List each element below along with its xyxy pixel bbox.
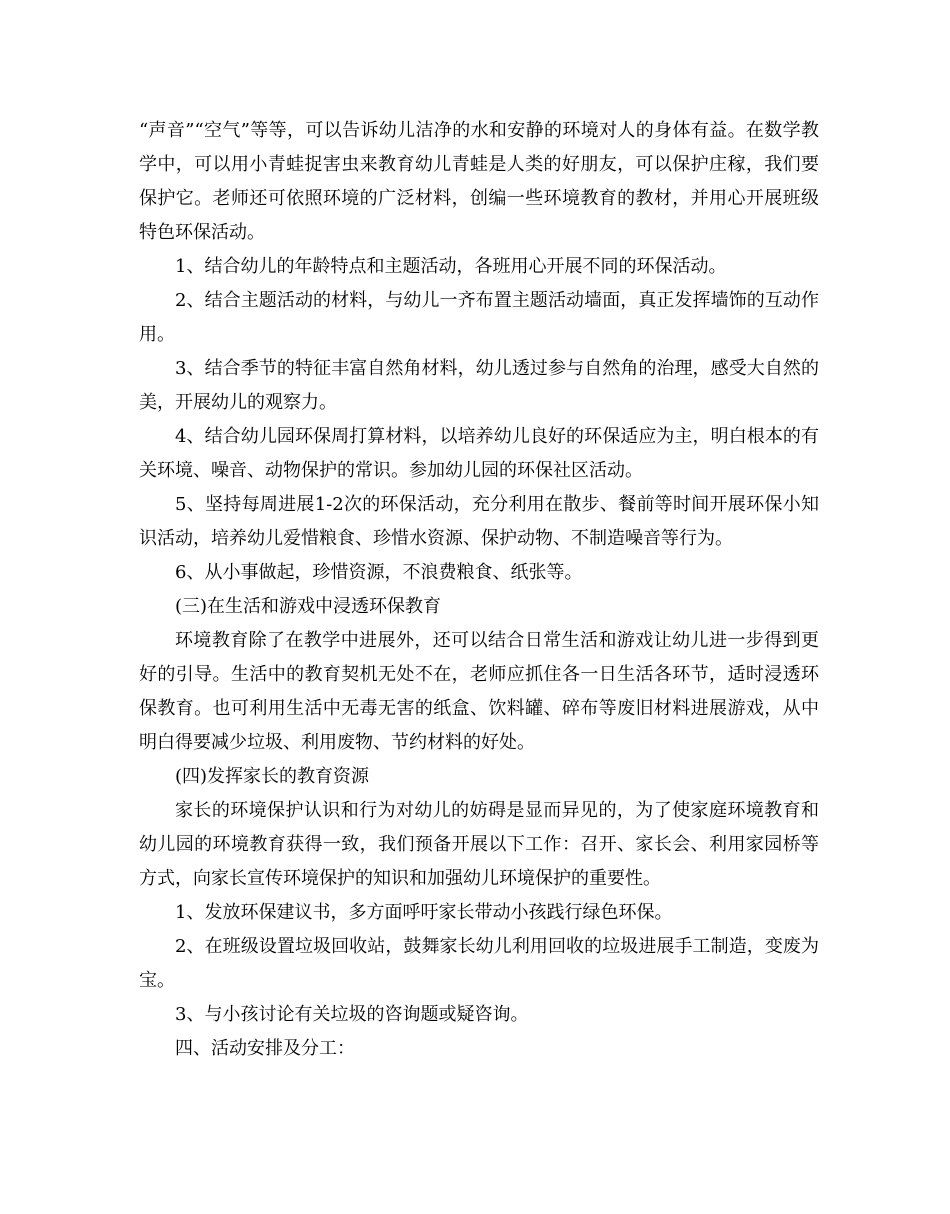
list-item-6: 6、从小事做起，珍惜资源，不浪费粮食、纸张等。 <box>175 562 583 583</box>
section-heading-4: (四)发挥家长的教育资源 <box>175 766 370 787</box>
document-page <box>139 114 819 1066</box>
list-item-1: 1、发放环保建议书，多方面呼吁家长带动小孩践行绿色环保。 <box>175 902 673 923</box>
list-item-2: 2、在班级设置垃圾回收站，鼓舞家长幼儿利用回收的垃圾进展手工制造，变废为宝。 <box>139 936 819 991</box>
list-item-2: 2、结合主题活动的材料，与幼儿一齐布置主题活动墙面，真正发挥墙饰的互动作用。 <box>139 290 819 345</box>
list-item-3: 3、与小孩讨论有关垃圾的咨询题或疑咨询。 <box>175 1004 529 1025</box>
body-paragraph: 环境教育除了在教学中进展外，还可以结合日常生活和游戏让幼儿进一步得到更好的引导。生活中的教育契机无处不在，老师应抓住各一日生活各环节，适时浸透环保教育。也可利用生活中无毒无害的纸盒、饮料罐、碎布等废旧材料进展游戏，从中明白得要减少垃圾、利用废物、节约材料的好处。 <box>139 630 819 753</box>
section-heading-schedule: 四、活动安排及分工： <box>175 1038 355 1059</box>
list-item-3: 3、结合季节的特征丰富自然角材料，幼儿透过参与自然角的治理，感受大自然的美，开展幼儿的观察力。 <box>139 358 819 413</box>
section-heading-3: (三)在生活和游戏中浸透环保教育 <box>175 596 442 617</box>
list-item-4: 4、结合幼儿园环保周打算材料，以培养幼儿良好的环保适应为主，明白根本的有关环境、噪音、动物保护的常识。参加幼儿园的环保社区活动。 <box>139 426 819 481</box>
body-paragraph: 家长的环境保护认识和行为对幼儿的妨碍是显而异见的，为了使家庭环境教育和幼儿园的环境教育获得一致，我们预备开展以下工作：召开、家长会、利用家园桥等方式，向家长宣传环境保护的知识和加强幼儿环境保护的重要性。 <box>139 800 819 889</box>
list-item-5: 5、坚持每周进展1-2次的环保活动，充分利用在散步、餐前等时间开展环保小知识活动，培养幼儿爱惜粮食、珍惜水资源、保护动物、不制造噪音等行为。 <box>139 494 819 549</box>
paragraph-continuation: “声音”“空气”等等，可以告诉幼儿洁净的水和安静的环境对人的身体有益。在数学教学中，可以用小青蛙捉害虫来教育幼儿青蛙是人类的好朋友，可以保护庄稼，我们要保护它。老师还可依照环境的广泛材料，创编一些环境教育的教材，并用心开展班级特色环保活动。 <box>139 120 819 243</box>
list-item-1: 1、结合幼儿的年龄特点和主题活动，各班用心开展不同的环保活动。 <box>175 256 727 277</box>
